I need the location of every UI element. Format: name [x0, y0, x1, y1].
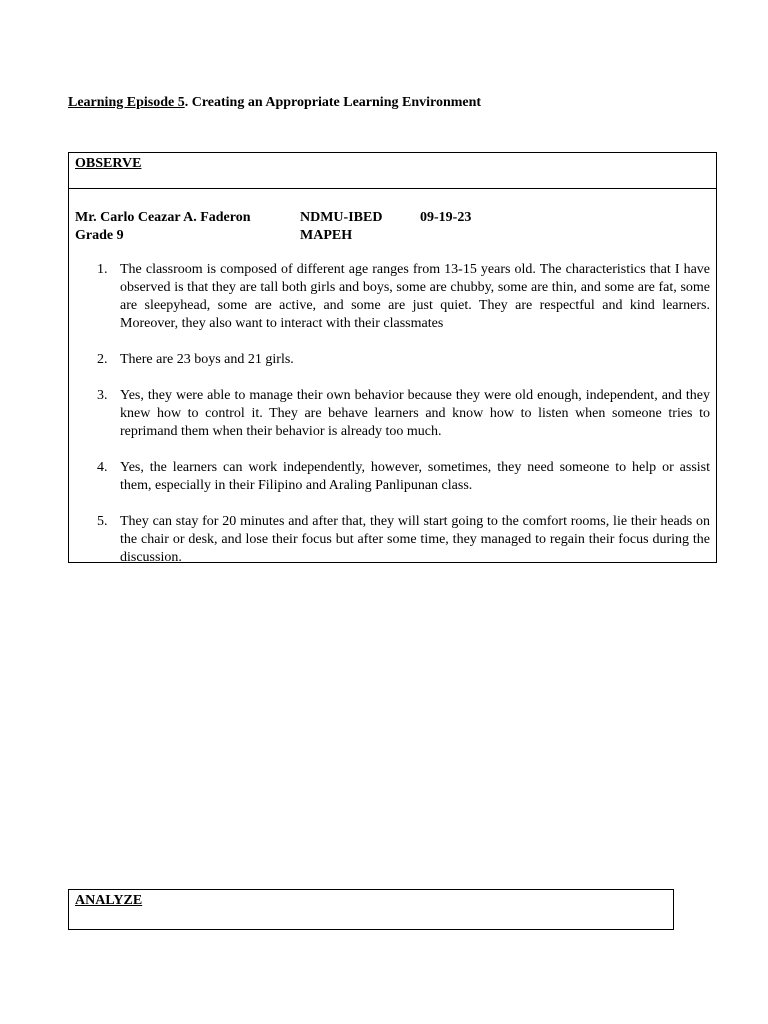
item-number: 5. [97, 514, 108, 529]
item-text: There are 23 boys and 21 girls. [120, 352, 294, 367]
analyze-heading: ANALYZE [75, 893, 143, 908]
list-item [69, 513, 716, 567]
observe-section [68, 152, 717, 563]
observation-info [75, 209, 695, 245]
item-number: 3. [97, 388, 108, 403]
grade-level: Grade 9 [75, 228, 124, 243]
observation-date: 09-19-23 [420, 210, 472, 225]
episode-title [68, 94, 481, 111]
answer-list [69, 261, 716, 585]
observe-header [69, 153, 716, 189]
info-row-2 [75, 227, 695, 245]
item-text: Yes, they were able to manage their own behavior because they were old enough, independent, and they knew how to control it. They are behave learners and know how to listen when someone tries to reprimand them when their behavior is already too much. [120, 388, 710, 439]
item-text: The classroom is composed of different age ranges from 13-15 years old. The characteristics that I have observed is that they are tall both girls and boys, some are chubby, some are thin, and some are fat, some are sleepyhead, some are active, and some are just quiet. They are respectful and kind learners. Moreover, they also want to interact with their classmates [120, 262, 710, 331]
item-text: They can stay for 20 minutes and after that, they will start going to the comfort rooms, lie their heads on the chair or desk, and lose their focus but after some time, they managed to regain their focus during the discussion. [120, 514, 710, 565]
episode-topic: . Creating an Appropriate Learning Environment [184, 95, 482, 110]
school-name: NDMU-IBED [300, 210, 383, 225]
info-row-1 [75, 209, 695, 227]
item-number: 2. [97, 352, 108, 367]
item-number: 4. [97, 460, 108, 475]
list-item [69, 459, 716, 495]
item-text: Yes, the learners can work independently, however, sometimes, they need someone to help or assist them, especially in their Filipino and Araling Panlipunan class. [120, 460, 710, 493]
teacher-name: Mr. Carlo Ceazar A. Faderon [75, 210, 251, 225]
observe-heading: OBSERVE [75, 156, 142, 171]
item-number: 1. [97, 262, 108, 277]
analyze-section [68, 889, 674, 930]
list-item [69, 261, 716, 333]
list-item [69, 351, 716, 369]
subject-name: MAPEH [300, 228, 353, 243]
episode-label: Learning Episode 5 [68, 95, 185, 110]
list-item [69, 387, 716, 441]
